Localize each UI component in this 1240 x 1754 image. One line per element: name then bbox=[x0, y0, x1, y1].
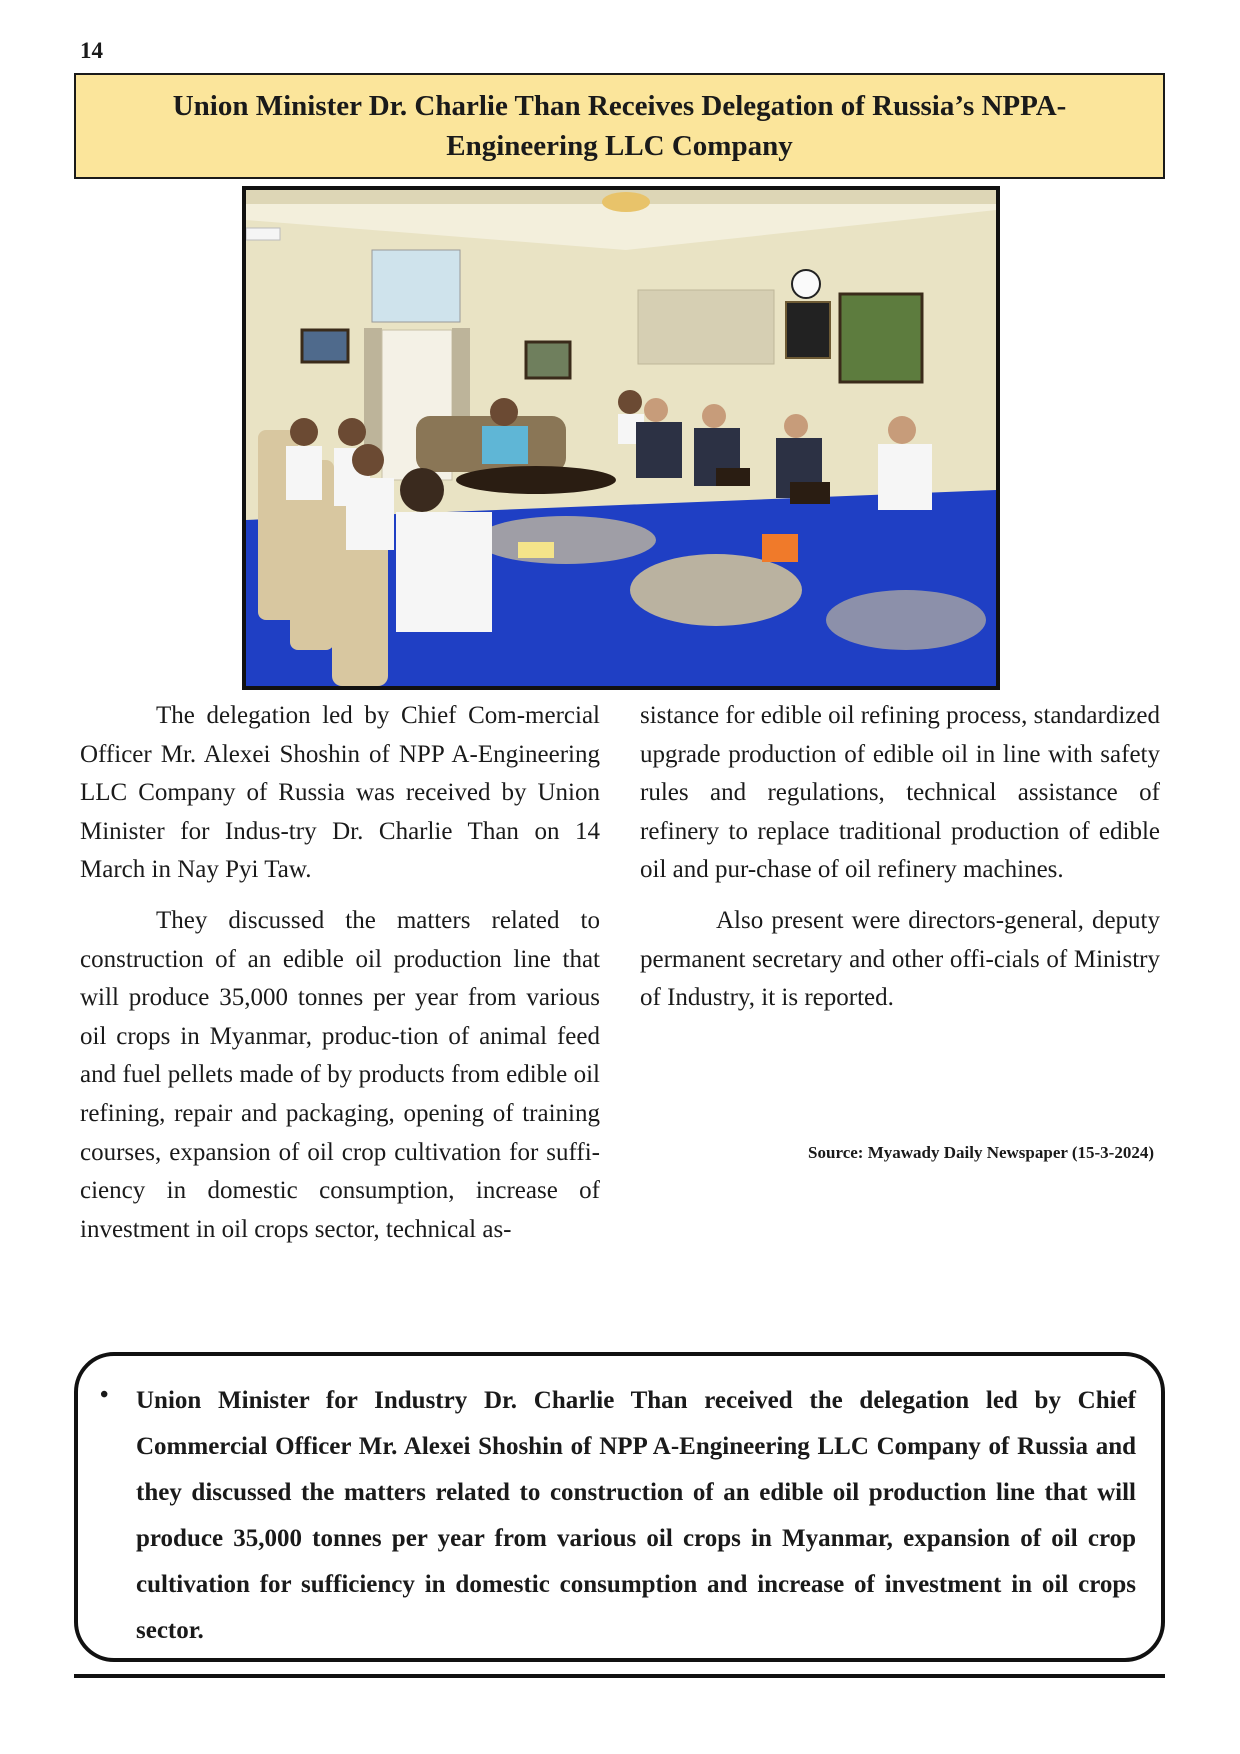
meeting-photo bbox=[242, 186, 1000, 690]
source-citation: Source: Myawady Daily Newspaper (15-3-2024) bbox=[808, 1143, 1154, 1162]
headline-box bbox=[74, 73, 1165, 179]
summary-box bbox=[74, 1352, 1165, 1662]
article-paragraph: sistance for edible oil refining process, standardized upgrade production of edible oil in line with safety rules and regulations, technical assistance of refinery to replace traditional production of edible oil and pur-chase of oil refinery machines. bbox=[640, 702, 1160, 884]
article-right-column bbox=[640, 697, 1160, 1030]
headline-title: Union Minister Dr. Charlie Than Receives Delegation of Russia’s NPPA-Engineering LLC Company bbox=[172, 90, 1067, 162]
article-paragraph: The delegation led by Chief Com-mercial Officer Mr. Alexei Shoshin of NPP A-Engineering LLC Company of Russia was received by Union Minister for Indus-try Dr. Charlie Than on 14 March in Nay Pyi Taw. bbox=[80, 702, 600, 884]
bullet-icon: • bbox=[100, 1382, 109, 1408]
bottom-rule bbox=[74, 1674, 1165, 1678]
article-paragraph: Also present were directors-general, deputy permanent secretary and other offi-cials of Ministry of Industry, it is reported. bbox=[640, 906, 1160, 1012]
article-left-column bbox=[80, 697, 600, 1261]
summary-item: Union Minister for Industry Dr. Charlie Than received the delegation led by Chief Commercial Officer Mr. Alexei Shoshin of NPP A-Engineering LLC Company of Russia and they discussed the matters related to construction of an edible oil production line that will produce 35,000 tonnes per year from various oil crops in Myanmar, expansion of oil crop cultivation for sufficiency in domestic consumption and increase of investment in oil crops sector. bbox=[136, 1387, 1136, 1644]
page-number: 14 bbox=[80, 38, 103, 63]
meeting-photo-illustration bbox=[246, 190, 996, 686]
article-paragraph: They discussed the matters related to construction of an edible oil production line that will produce 35,000 tonnes per year from various oil crops in Myanmar, produc-tion of animal feed and fuel pellets made of by products from edible oil refining, repair and packaging, opening of training courses, expansion of oil crop cultivation for suffi-ciency in domestic consumption, increase of investment in oil crops sector, technical as- bbox=[80, 906, 600, 1243]
